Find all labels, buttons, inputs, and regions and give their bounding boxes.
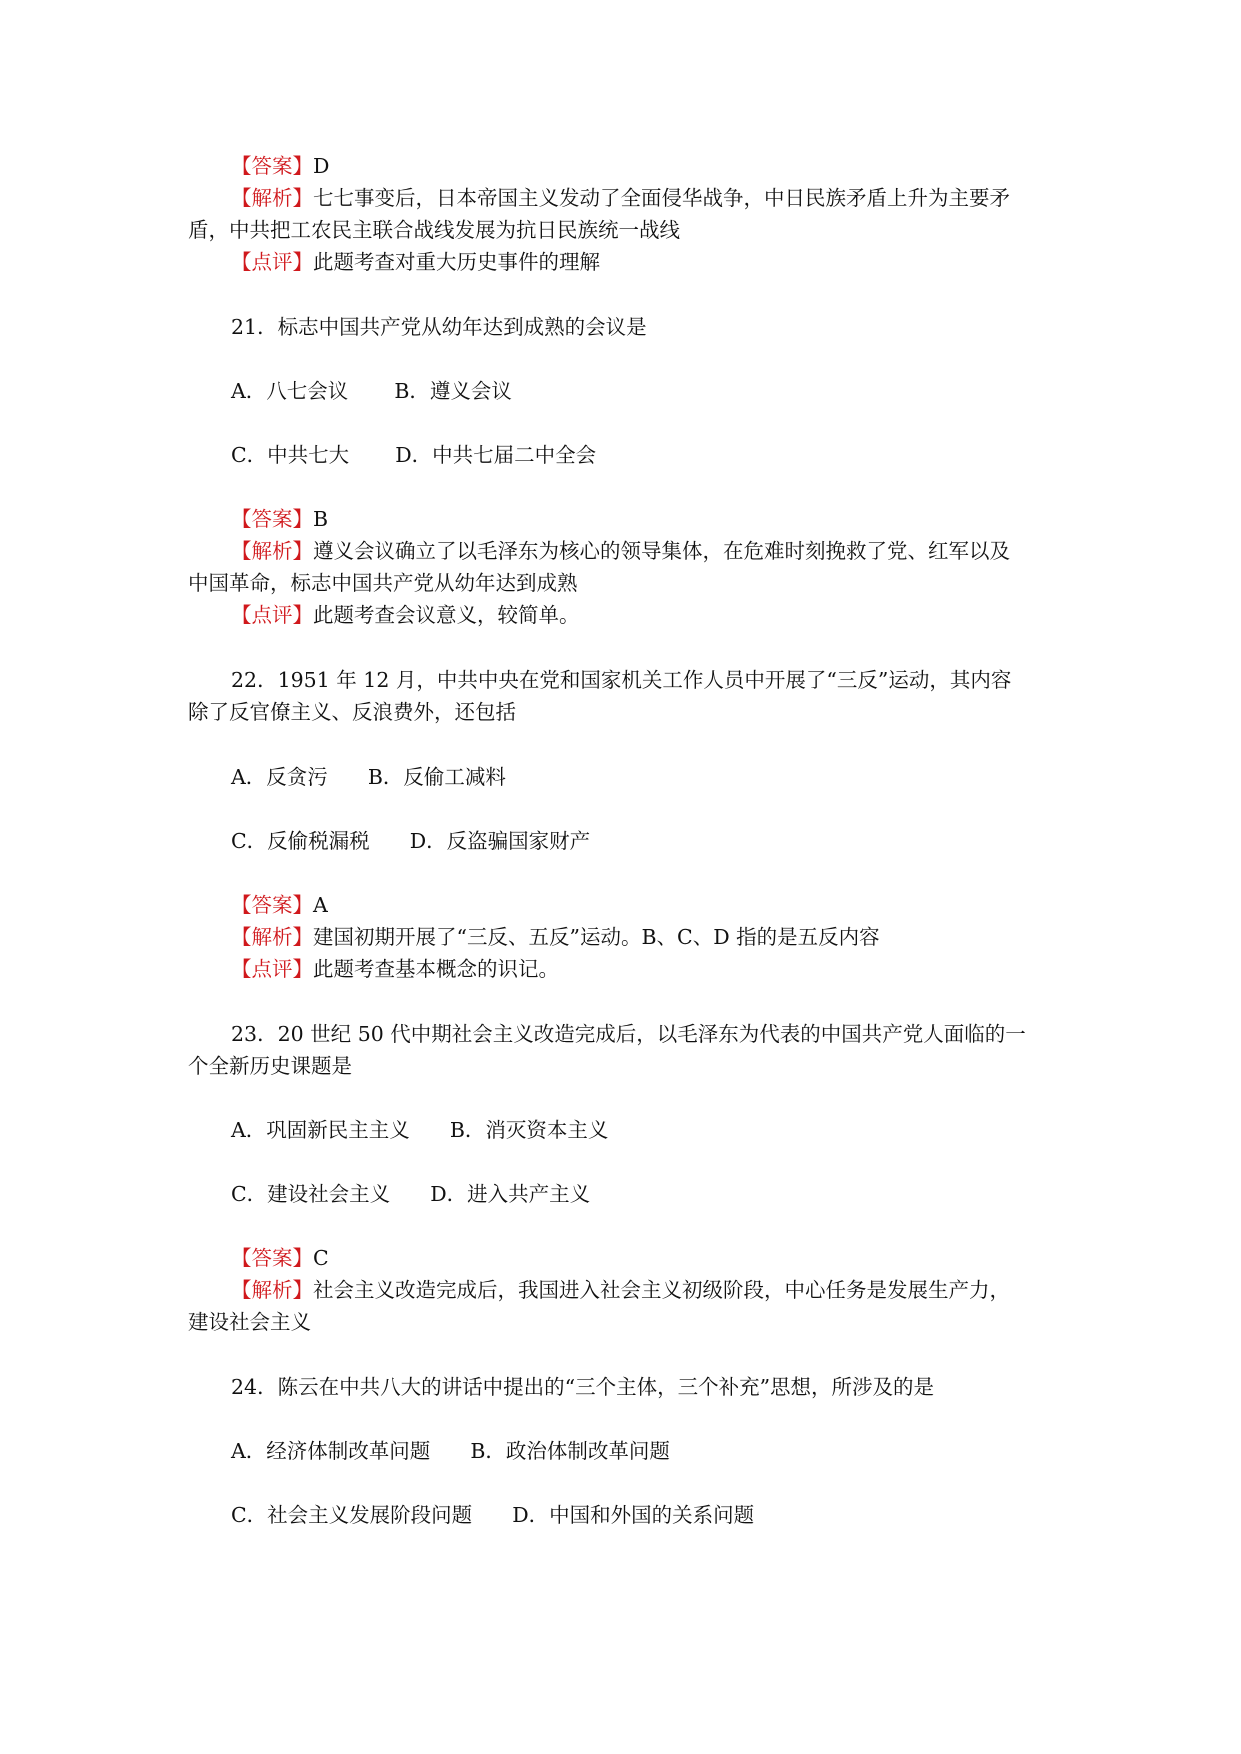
answer-line-23: 【答案】C bbox=[231, 1246, 329, 1270]
option-c: C．建设社会主义 bbox=[231, 1182, 391, 1206]
question-21-stem: 21．标志中国共产党从幼年达到成熟的会议是 bbox=[231, 315, 647, 339]
analysis-line-23: 【解析】社会主义改造完成后，我国进入社会主义初级阶段，中心任务是发展生产力， bbox=[231, 1278, 1010, 1302]
option-b: B．消灭资本主义 bbox=[449, 1118, 609, 1142]
analysis-cont-21: 中国革命，标志中国共产党从幼年达到成熟 bbox=[188, 571, 578, 595]
answer-line-22: 【答案】A bbox=[231, 893, 328, 917]
option-b: B．遵义会议 bbox=[394, 379, 512, 403]
option-d: D．进入共产主义 bbox=[430, 1182, 591, 1206]
analysis-tag: 解析 bbox=[251, 925, 293, 949]
analysis-text: 建国初期开展了“三反、五反”运动。B、C、D 指的是五反内容 bbox=[313, 925, 880, 949]
analysis-cont-23: 建设社会主义 bbox=[188, 1310, 311, 1334]
comment-tag: 点评 bbox=[251, 957, 293, 981]
answer-line-20: 【答案】D bbox=[231, 154, 330, 178]
comment-line-22: 【点评】此题考查基本概念的识记。 bbox=[231, 957, 559, 981]
answer-value: A bbox=[313, 893, 328, 917]
option-a: A．八七会议 bbox=[231, 379, 349, 403]
analysis-tag: 解析 bbox=[251, 539, 293, 563]
analysis-text: 遵义会议确立了以毛泽东为核心的领导集体，在危难时刻挽救了党、红军以及 bbox=[313, 539, 1010, 563]
comment-text: 此题考查对重大历史事件的理解 bbox=[313, 250, 600, 274]
option-c: C．反偷税漏税 bbox=[231, 829, 370, 853]
option-a: A．巩固新民主主义 bbox=[231, 1118, 410, 1142]
answer-tag: 答案 bbox=[251, 1246, 293, 1270]
comment-line-20: 【点评】此题考查对重大历史事件的理解 bbox=[231, 250, 600, 274]
comment-text: 此题考查基本概念的识记。 bbox=[313, 957, 559, 981]
analysis-line-20: 【解析】七七事变后，日本帝国主义发动了全面侵华战争，中日民族矛盾上升为主要矛 bbox=[231, 186, 1010, 210]
question-22-stem: 22．1951 年 12 月，中共中央在党和国家机关工作人员中开展了“三反”运动，其内容 bbox=[231, 668, 1012, 692]
analysis-text: 七七事变后，日本帝国主义发动了全面侵华战争，中日民族矛盾上升为主要矛 bbox=[313, 186, 1010, 210]
answer-value: B bbox=[313, 507, 329, 531]
question-23-options-row-2 bbox=[231, 1180, 590, 1208]
comment-line-21: 【点评】此题考查会议意义，较简单。 bbox=[231, 603, 580, 627]
analysis-text: 社会主义改造完成后，我国进入社会主义初级阶段，中心任务是发展生产力， bbox=[313, 1278, 1010, 1302]
option-c: C．社会主义发展阶段问题 bbox=[231, 1503, 473, 1527]
question-23-stem-cont: 个全新历史课题是 bbox=[188, 1054, 352, 1078]
question-22-options-row-1 bbox=[231, 763, 506, 791]
question-23-stem: 23．20 世纪 50 代中期社会主义改造完成后，以毛泽东为代表的中国共产党人面临的一 bbox=[231, 1022, 1026, 1046]
analysis-line-22: 【解析】建国初期开展了“三反、五反”运动。B、C、D 指的是五反内容 bbox=[231, 925, 880, 949]
option-c: C．中共七大 bbox=[231, 443, 350, 467]
analysis-cont-20: 盾，中共把工农民主联合战线发展为抗日民族统一战线 bbox=[188, 218, 680, 242]
question-22-stem-cont: 除了反官僚主义、反浪费外，还包括 bbox=[188, 700, 516, 724]
option-a: A．反贪污 bbox=[231, 765, 328, 789]
question-24-stem: 24．陈云在中共八大的讲话中提出的“三个主体，三个补充”思想，所涉及的是 bbox=[231, 1375, 935, 1399]
answer-value: D bbox=[313, 154, 330, 178]
comment-tag: 点评 bbox=[251, 603, 293, 627]
question-22-options-row-2 bbox=[231, 827, 590, 855]
answer-tag: 答案 bbox=[251, 893, 293, 917]
option-a: A．经济体制改革问题 bbox=[231, 1439, 431, 1463]
analysis-tag: 解析 bbox=[251, 1278, 293, 1302]
question-21-options-row-2 bbox=[231, 441, 596, 469]
answer-line-21: 【答案】B bbox=[231, 507, 329, 531]
option-b: B．政治体制改革问题 bbox=[470, 1439, 670, 1463]
comment-text: 此题考查会议意义，较简单。 bbox=[313, 603, 580, 627]
answer-tag: 答案 bbox=[251, 507, 293, 531]
option-d: D．中国和外国的关系问题 bbox=[512, 1503, 755, 1527]
question-23-options-row-1 bbox=[231, 1116, 608, 1144]
question-24-options-row-2 bbox=[231, 1501, 754, 1529]
option-b: B．反偷工减料 bbox=[367, 765, 506, 789]
option-d: D．反盗骗国家财产 bbox=[409, 829, 591, 853]
answer-tag: 答案 bbox=[251, 154, 293, 178]
answer-value: C bbox=[313, 1246, 329, 1270]
analysis-line-21: 【解析】遵义会议确立了以毛泽东为核心的领导集体，在危难时刻挽救了党、红军以及 bbox=[231, 539, 1010, 563]
question-24-options-row-1 bbox=[231, 1437, 670, 1465]
option-d: D．中共七届二中全会 bbox=[395, 443, 597, 467]
question-21-options-row-1 bbox=[231, 377, 512, 405]
comment-tag: 点评 bbox=[251, 250, 293, 274]
analysis-tag: 解析 bbox=[251, 186, 293, 210]
